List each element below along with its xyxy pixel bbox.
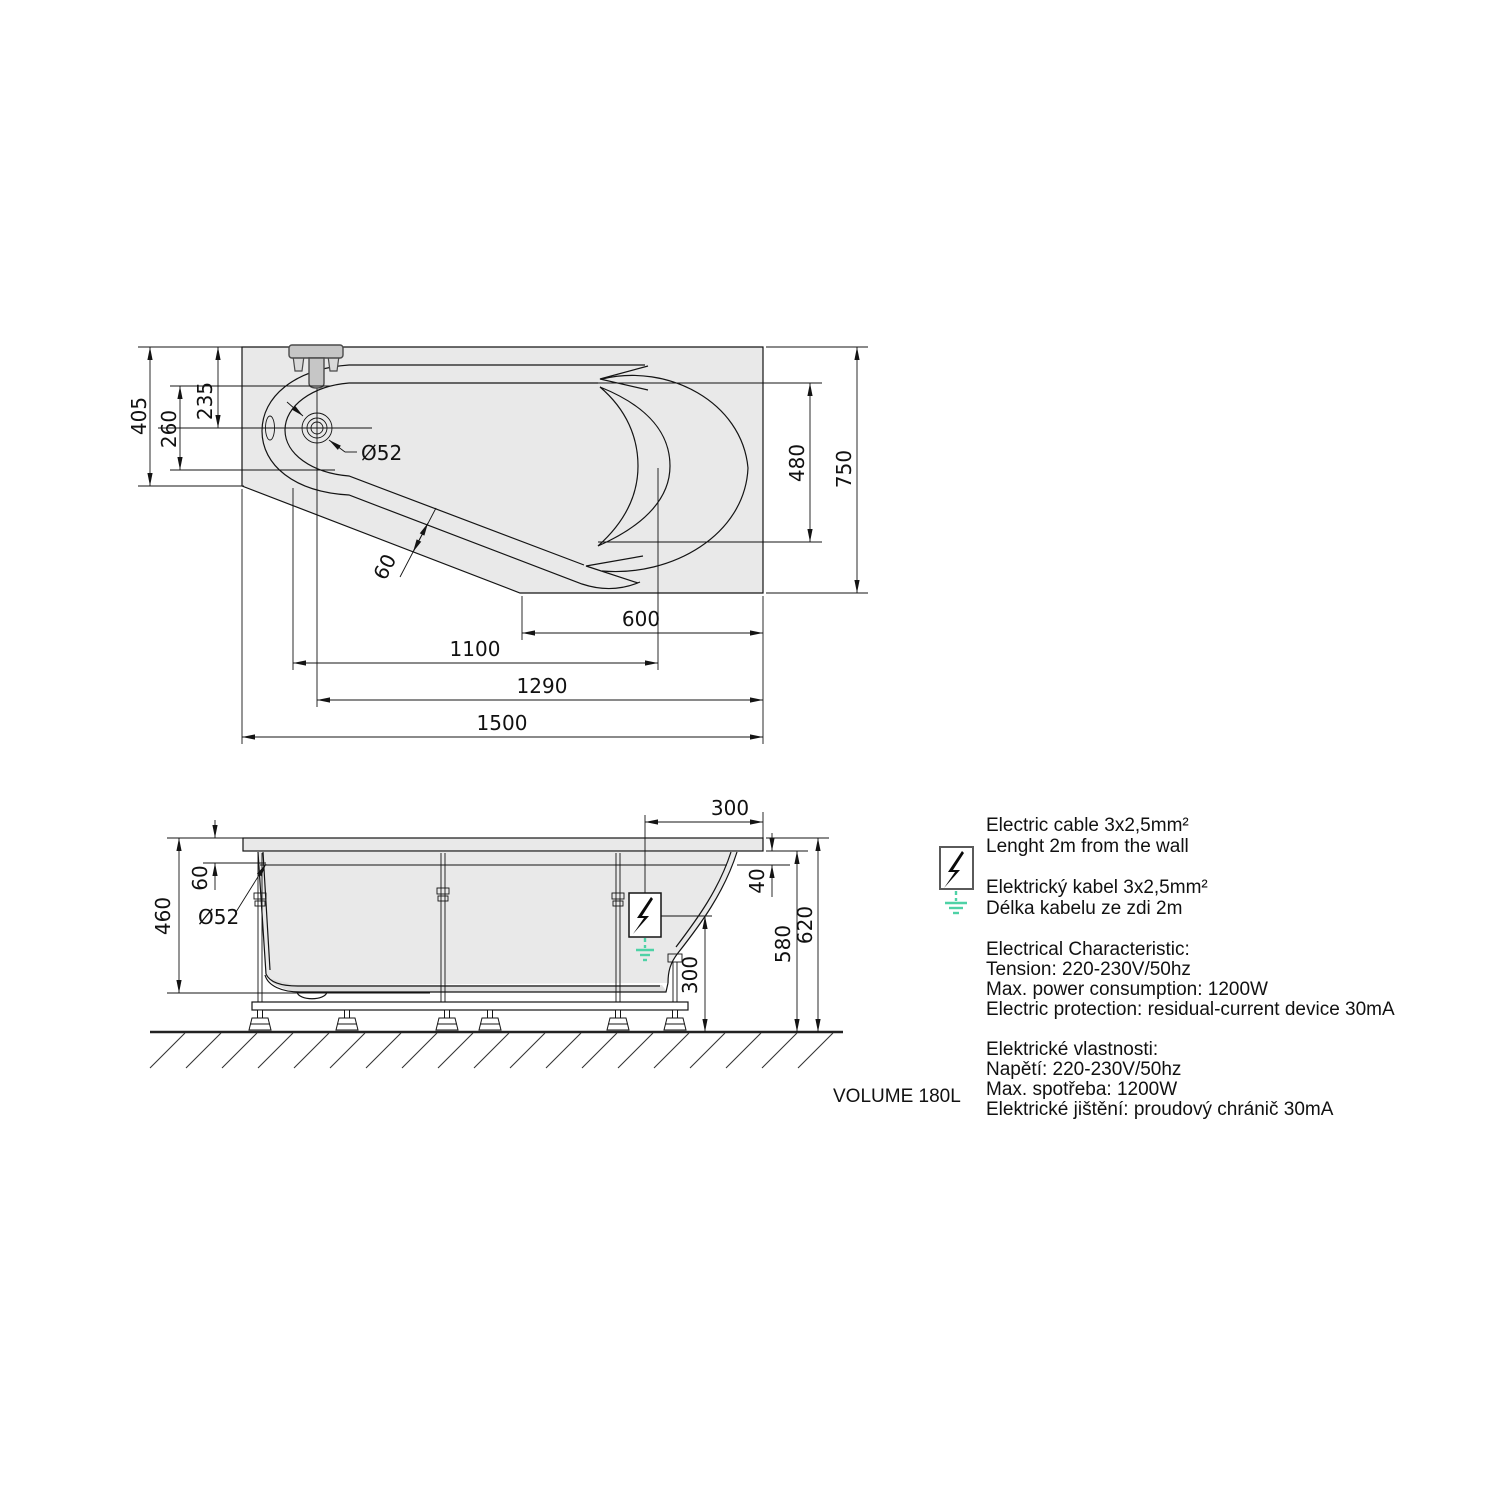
note-electrical-en-1: Tension: 220-230V/50hz <box>986 959 1191 980</box>
dim-top-480: 480 <box>785 443 809 483</box>
note-electrical-en-3: Electric protection: residual-current device 30mA <box>986 999 1395 1020</box>
side-view <box>150 796 843 1068</box>
volume-label: VOLUME 180L <box>833 1086 961 1107</box>
dim-top-1290: 1290 <box>516 674 568 698</box>
dim-405-group <box>127 347 250 486</box>
dim-top-drain: Ø52 <box>361 441 403 465</box>
dim-600-group <box>522 596 763 744</box>
note-cable-en-1: Electric cable 3x2,5mm² <box>986 815 1189 836</box>
tub-body-side-fill <box>258 852 737 985</box>
dim-top-1500: 1500 <box>476 711 528 735</box>
dim-1290-group <box>317 674 763 700</box>
dim-750-group <box>766 347 868 593</box>
dim-top-750: 750 <box>832 449 856 489</box>
foot <box>336 1010 358 1030</box>
note-cable-en-2: Lenght 2m from the wall <box>986 836 1189 857</box>
dim-side-60-group <box>167 820 266 891</box>
earth-ground-icon <box>945 891 967 913</box>
dim-side-460: 460 <box>151 896 175 936</box>
dim-side-40: 40 <box>745 868 769 894</box>
dim-side-60: 60 <box>188 865 212 891</box>
note-electrical-cz-1: Napětí: 220-230V/50hz <box>986 1059 1182 1080</box>
dim-235-group <box>193 347 218 428</box>
frame-feet <box>249 1010 686 1030</box>
dim-side-300-top-group <box>645 796 763 838</box>
foot <box>249 1010 271 1030</box>
base-frame <box>252 1002 688 1010</box>
legend-electric-symbol <box>940 847 973 913</box>
dim-side-drain: Ø52 <box>198 905 240 929</box>
dim-side-580: 580 <box>771 924 795 964</box>
dim-side-300-top: 300 <box>710 796 750 820</box>
notes-legend <box>833 815 1395 1120</box>
deck-board <box>243 838 763 851</box>
dim-side-300-height: 300 <box>678 955 702 995</box>
dim-side-620: 620 <box>793 905 817 945</box>
floor-hatching <box>150 1033 833 1068</box>
dim-top-600: 600 <box>621 607 661 631</box>
note-cable-cz-2: Délka kabelu ze zdi 2m <box>986 898 1183 919</box>
foot <box>607 1010 629 1030</box>
foot <box>479 1010 501 1030</box>
note-electrical-cz-2: Max. spotřeba: 1200W <box>986 1079 1178 1100</box>
note-electrical-cz-3: Elektrické jištění: proudový chránič 30mA <box>986 1099 1334 1120</box>
foot <box>436 1010 458 1030</box>
dim-top-405: 405 <box>127 396 151 436</box>
foot <box>664 1010 686 1030</box>
note-cable-cz-1: Elektrický kabel 3x2,5mm² <box>986 877 1208 898</box>
note-electrical-cz-title: Elektrické vlastnosti: <box>986 1039 1159 1060</box>
dim-top-260: 260 <box>157 409 181 449</box>
note-electrical-en-2: Max. power consumption: 1200W <box>986 979 1268 1000</box>
dim-top-1100: 1100 <box>449 637 501 661</box>
dim-top-235: 235 <box>193 381 217 421</box>
note-electrical-en-title: Electrical Characteristic: <box>986 939 1190 960</box>
top-view <box>127 345 868 744</box>
dim-top-60: 60 <box>368 550 402 584</box>
